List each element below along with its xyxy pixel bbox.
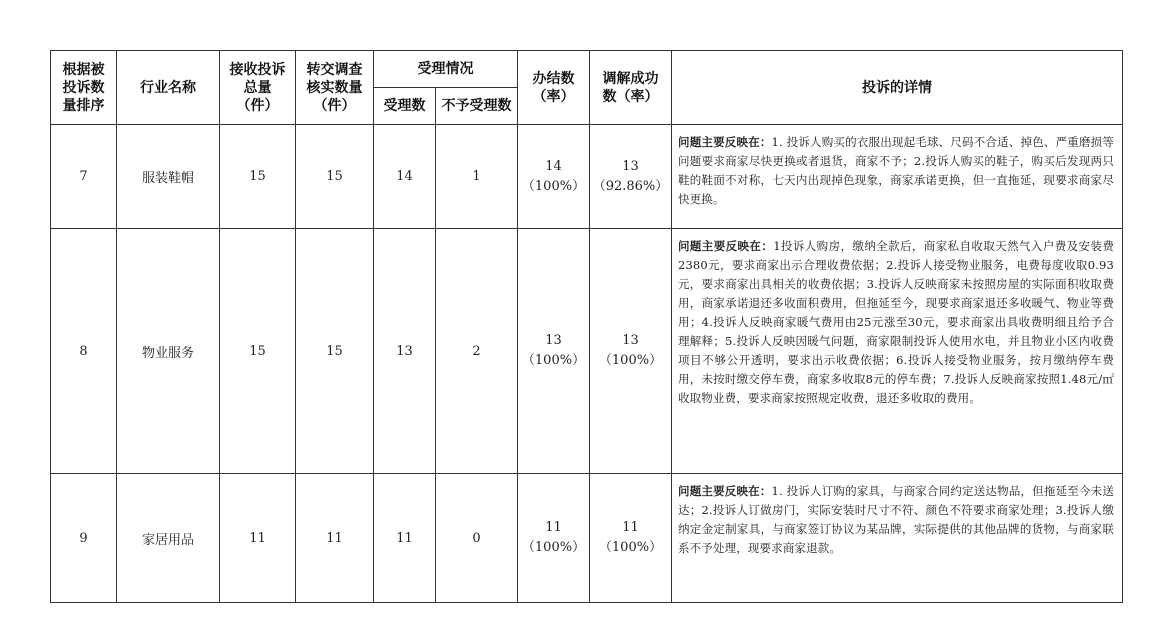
table-row [51, 125, 1123, 229]
detail-text: 1. 投诉人购买的衣服出现起毛球、尺码不合适、掉色、严重磨损等问题要求商家尽快更换或者退货，商家不予；2.投诉人购买的鞋子，购买后发现两只鞋的鞋面不对称，七天内出现掉色现象，商家承诺更换，但一直拖延，现要求商家尽快更换。 [678, 135, 1114, 206]
rank-cell: 8 [51, 229, 117, 474]
mediated-cell [590, 125, 672, 229]
header-transferred: 转交调查核实数量（件） [296, 51, 374, 125]
concluded-cell [518, 125, 590, 229]
received-cell: 11 [220, 474, 296, 603]
rank-cell: 7 [51, 125, 117, 229]
detail-cell [672, 474, 1123, 603]
mediated-rate: （100%） [598, 540, 663, 555]
industry-cell: 物业服务 [117, 229, 220, 474]
accepted-cell: 14 [374, 125, 436, 229]
industry-cell: 服装鞋帽 [117, 125, 220, 229]
concluded-cell [518, 229, 590, 474]
detail-cell [672, 125, 1123, 229]
concluded-count: 13 [545, 333, 562, 348]
mediated-count: 13 [622, 158, 639, 174]
detail-cell [672, 229, 1123, 474]
header-accepted: 受理数 [374, 88, 436, 125]
not-accepted-cell: 1 [436, 125, 518, 229]
mediated-cell [590, 474, 672, 603]
header-received: 接收投诉总量（件） [220, 51, 296, 125]
concluded-count: 11 [545, 520, 562, 535]
mediated-rate: （92.86%） [592, 178, 669, 194]
header-not-accepted: 不予受理数 [436, 88, 518, 125]
header-mediated: 调解成功数（率） [590, 51, 672, 125]
table-row [51, 229, 1123, 474]
header-details: 投诉的详情 [672, 51, 1123, 125]
rank-cell: 9 [51, 474, 117, 603]
concluded-rate: （100%） [521, 178, 586, 194]
transferred-cell: 15 [296, 125, 374, 229]
mediated-count: 11 [622, 520, 639, 535]
header-acceptance: 受理情况 [374, 51, 518, 88]
received-cell: 15 [220, 125, 296, 229]
mediated-cell [590, 229, 672, 474]
mediated-count: 13 [622, 333, 639, 348]
accepted-cell: 13 [374, 229, 436, 474]
concluded-count: 14 [545, 158, 562, 174]
header-concluded: 办结数（率） [518, 51, 590, 125]
concluded-rate: （100%） [521, 353, 586, 368]
not-accepted-cell: 2 [436, 229, 518, 474]
industry-cell: 家居用品 [117, 474, 220, 603]
transferred-cell: 15 [296, 229, 374, 474]
concluded-rate: （100%） [521, 540, 586, 555]
transferred-cell: 11 [296, 474, 374, 603]
concluded-cell [518, 474, 590, 603]
received-cell: 15 [220, 229, 296, 474]
detail-lead: 问题主要反映在： [678, 135, 772, 149]
mediated-rate: （100%） [598, 353, 663, 368]
header-industry: 行业名称 [117, 51, 220, 125]
header-rank: 根据被投诉数量排序 [51, 51, 117, 125]
not-accepted-cell: 0 [436, 474, 518, 603]
accepted-cell: 11 [374, 474, 436, 603]
detail-lead: 问题主要反映在： [678, 484, 772, 498]
table-row [51, 474, 1123, 603]
detail-text: 1投诉人购房，缴纳全款后，商家私自收取天然气入户费及安装费2380元，要求商家出示合理收费依据；2.投诉人接受物业服务，电费每度收取0.93元，要求商家出具相关的收费依据；3.投诉人反映商家未按照房屋的实际面积收取费用，商家承诺退还多收面积费用，但拖延至今，现要求商家退还多收暖气、物业等费用；4.投诉人反映商家暖气费用由25元涨至30元，要求商家出具收费明细且给予合理解释；5.投诉人反映因暖气问题，商家限制投诉人使用水电，并且物业小区内收费项目不够公开透明，要求出示收费依据；6.投诉人接受物业服务，按月缴纳停车费用，未按时缴交停车费，商家多收取8元的停车费；7.投诉人反映商家按照1.48元/㎡收取物业费，要求商家按照规定收费，退还多收取的费用。 [678, 239, 1114, 405]
detail-lead: 问题主要反映在： [678, 239, 774, 253]
detail-text: 1. 投诉人订购的家具，与商家合同约定送达物品，但拖延至今未送达；2.投诉人订做房门，实际安装时尺寸不符、颜色不符要求商家处理；3.投诉人缴纳定金定制家具，与商家签订协议为某品牌，实际提供的其他品牌的货物，与商家联系不予处理，现要求商家退款。 [678, 484, 1114, 555]
complaint-table [50, 50, 1123, 603]
